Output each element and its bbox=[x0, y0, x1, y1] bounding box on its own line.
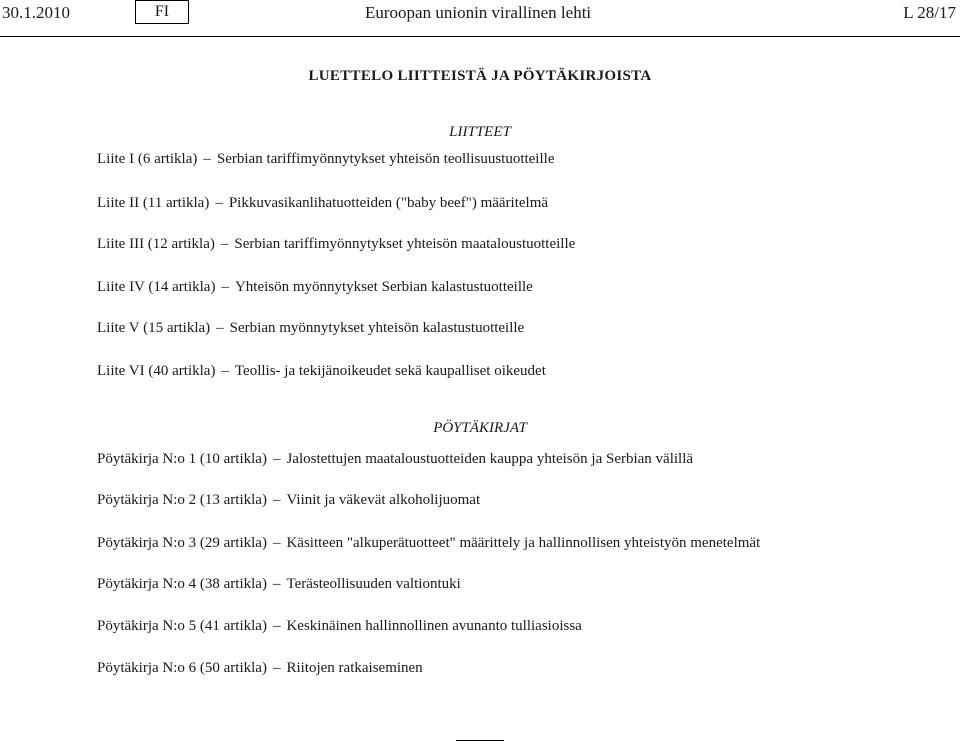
annex-text: Pikkuvasikanlihatuotteiden ("baby beef") määritelmä bbox=[228, 195, 549, 211]
protocol-ref: Pöytäkirja N:o 3 (29 artikla) bbox=[97, 535, 267, 551]
annexes-heading: LIITTEET bbox=[449, 124, 511, 140]
dash: – bbox=[203, 151, 211, 167]
protocol-entry bbox=[97, 576, 461, 593]
annex-entry bbox=[97, 320, 524, 337]
annex-ref: Liite III (12 artikla) bbox=[97, 236, 215, 252]
page-reference: L 28/17 bbox=[903, 3, 956, 22]
protocol-text: Viinit ja väkevät alkoholijuomat bbox=[286, 492, 481, 508]
annex-entry bbox=[97, 279, 533, 296]
protocol-text: Käsitteen "alkuperätuotteet" määrittely ja hallinnollisen yhteistyön menetelmät bbox=[286, 535, 761, 551]
annex-text: Serbian tariffimyönnytykset yhteisön maataloustuotteille bbox=[234, 236, 576, 252]
protocol-text: Riitojen ratkaiseminen bbox=[286, 660, 423, 676]
dash: – bbox=[272, 618, 281, 634]
dash: – bbox=[272, 535, 281, 551]
protocol-ref: Pöytäkirja N:o 5 (41 artikla) bbox=[97, 618, 267, 634]
annex-ref: Liite II (11 artikla) bbox=[97, 195, 210, 211]
annex-entry bbox=[97, 151, 554, 168]
annex-ref: Liite VI (40 artikla) bbox=[97, 363, 216, 379]
protocol-entry bbox=[97, 535, 760, 552]
dash: – bbox=[221, 363, 229, 379]
dash: – bbox=[272, 660, 281, 676]
annex-text: Teollis- ja tekijänoikeudet sekä kaupalliset oikeudet bbox=[234, 363, 546, 379]
protocol-ref: Pöytäkirja N:o 2 (13 artikla) bbox=[97, 492, 267, 508]
annex-text: Serbian myönnytykset yhteisön kalastustuotteille bbox=[229, 320, 525, 336]
page-header bbox=[0, 0, 960, 37]
language-code-box: FI bbox=[135, 0, 189, 24]
dash: – bbox=[272, 576, 281, 592]
protocol-text: Terästeollisuuden valtiontuki bbox=[286, 576, 461, 592]
annex-entry bbox=[97, 363, 546, 380]
protocol-text: Jalostettujen maataloustuotteiden kauppa yhteisön ja Serbian välillä bbox=[286, 451, 694, 467]
document-title: LUETTELO LIITTEISTÄ JA PÖYTÄKIRJOISTA bbox=[308, 68, 652, 84]
protocol-ref: Pöytäkirja N:o 6 (50 artikla) bbox=[97, 660, 267, 676]
end-rule bbox=[456, 740, 504, 741]
protocol-ref: Pöytäkirja N:o 4 (38 artikla) bbox=[97, 576, 267, 592]
dash: – bbox=[272, 492, 281, 508]
annex-text: Yhteisön myönnytykset Serbian kalastustuotteille bbox=[234, 279, 533, 295]
dash: – bbox=[272, 451, 281, 467]
dash: – bbox=[220, 236, 229, 252]
protocol-entry bbox=[97, 451, 693, 468]
annex-entry bbox=[97, 195, 548, 212]
protocol-entry bbox=[97, 492, 480, 509]
protocol-entry bbox=[97, 660, 423, 677]
protocol-entry bbox=[97, 618, 582, 635]
journal-title: Euroopan unionin virallinen lehti bbox=[365, 3, 592, 22]
annex-ref: Liite V (15 artikla) bbox=[97, 320, 211, 336]
dash: – bbox=[221, 279, 229, 295]
annex-ref: Liite IV (14 artikla) bbox=[97, 279, 216, 295]
protocol-text: Keskinäinen hallinnollinen avunanto tulliasioissa bbox=[286, 618, 582, 634]
protocol-ref: Pöytäkirja N:o 1 (10 artikla) bbox=[97, 451, 267, 467]
annex-entry bbox=[97, 236, 575, 253]
dash: – bbox=[215, 195, 223, 211]
annex-ref: Liite I (6 artikla) bbox=[97, 151, 198, 167]
annex-text: Serbian tariffimyönnytykset yhteisön teollisuustuotteille bbox=[216, 151, 555, 167]
protocols-heading: PÖYTÄKIRJAT bbox=[433, 420, 527, 436]
dash: – bbox=[216, 320, 224, 336]
header-date: 30.1.2010 bbox=[2, 3, 70, 22]
